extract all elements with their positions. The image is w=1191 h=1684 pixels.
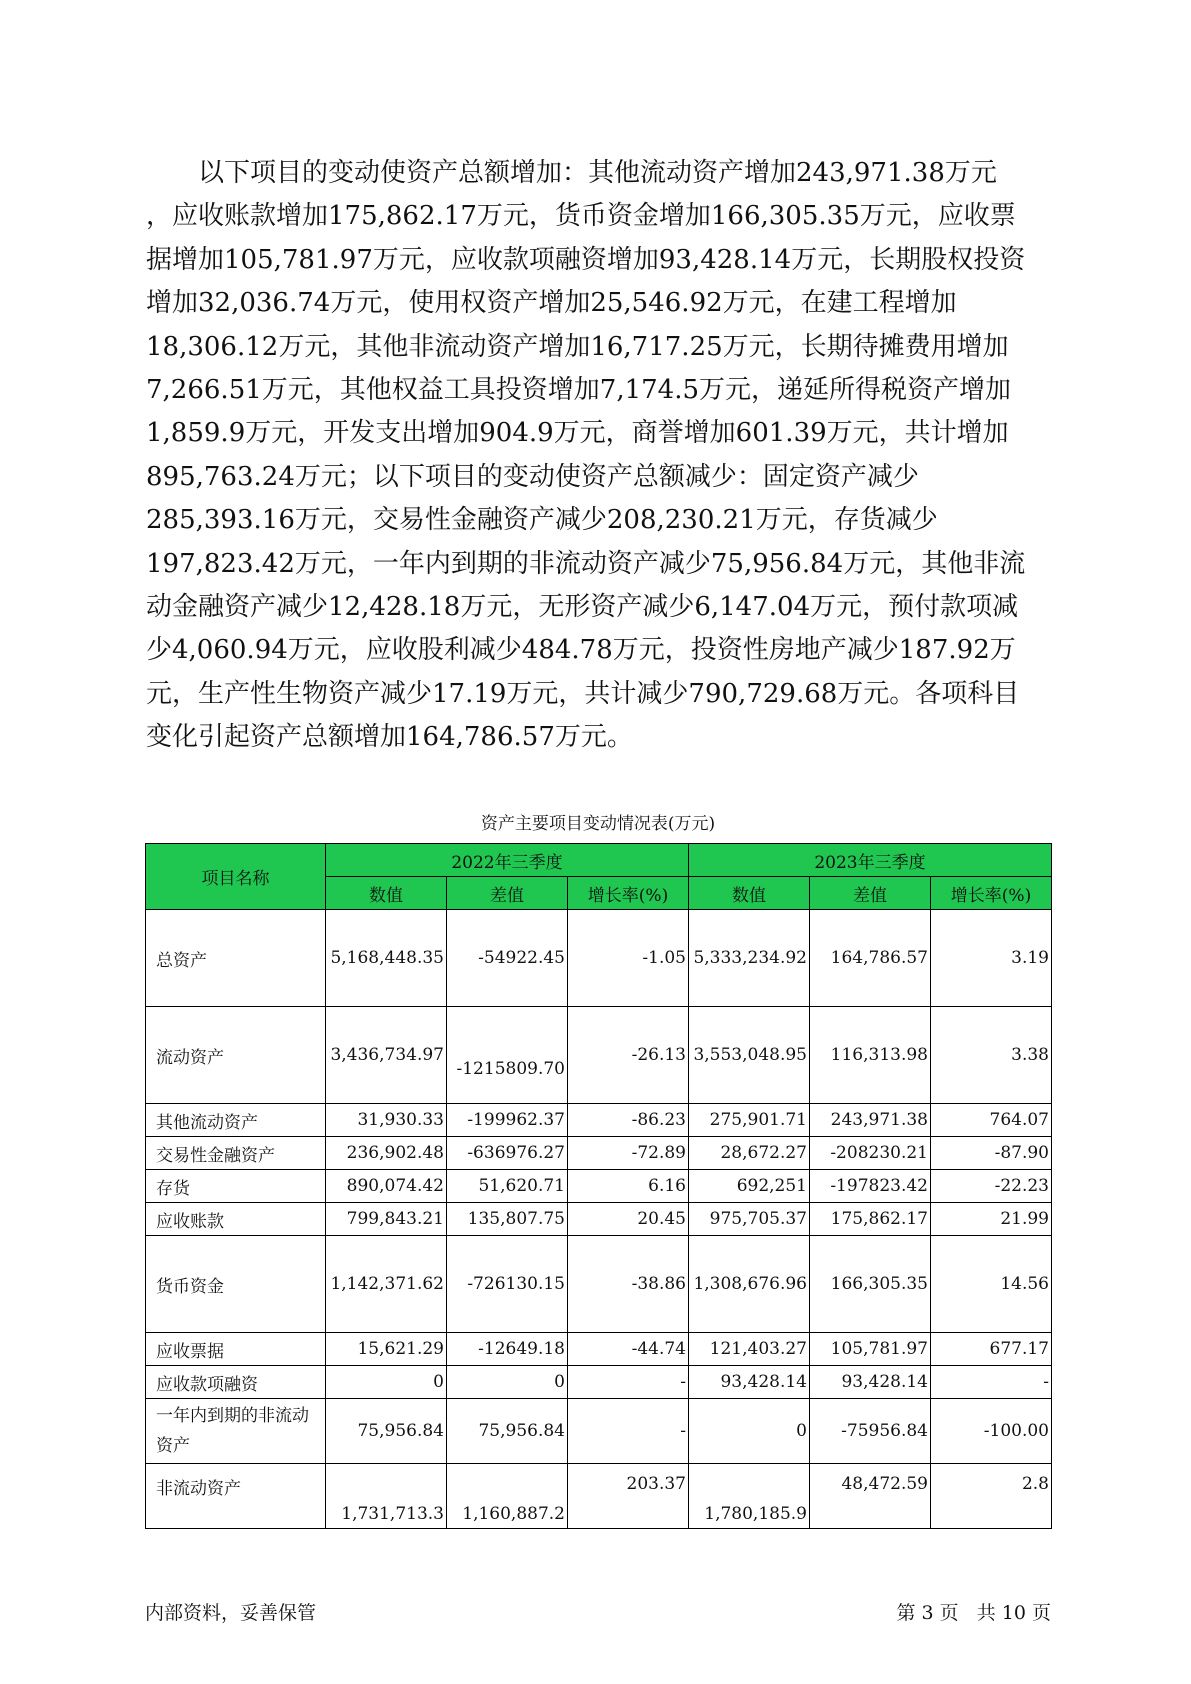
header-diff-2022: 差值 xyxy=(447,877,568,910)
cell-diff-2022: 1,160,887.2 xyxy=(447,1464,568,1529)
cell-diff-2022: -726130.15 xyxy=(447,1236,568,1333)
cell-diff-2023: 164,786.57 xyxy=(810,910,931,1007)
cell-value-2022: 799,843.21 xyxy=(326,1203,447,1236)
table-row xyxy=(146,1399,1052,1464)
cell-value-2022: 1,731,713.3 xyxy=(326,1464,447,1529)
cell-value-2022: 1,142,371.62 xyxy=(326,1236,447,1333)
paragraph-line: 285,393.16万元，交易性金融资产减少208,230.21万元，存货减少 xyxy=(146,505,938,536)
cell-diff-2022: 51,620.71 xyxy=(447,1170,568,1203)
cell-growth-2022: - xyxy=(568,1399,689,1464)
table-row xyxy=(146,1203,1052,1236)
cell-diff-2023: -208230.21 xyxy=(810,1137,931,1170)
paragraph-line: 895,763.24万元；以下项目的变动使资产总额减少：固定资产减少 xyxy=(146,461,919,492)
cell-value-2023: 692,251 xyxy=(689,1170,810,1203)
row-name: 其他流动资产 xyxy=(146,1104,326,1137)
table-row xyxy=(146,1333,1052,1366)
paragraph-line: 变化引起资产总额增加164,786.57万元。 xyxy=(146,722,633,753)
cell-value-2023: 93,428.14 xyxy=(689,1366,810,1399)
cell-value-2023: 1,780,185.9 xyxy=(689,1464,810,1529)
cell-growth-2023: 3.38 xyxy=(931,1007,1052,1104)
cell-diff-2023: 243,971.38 xyxy=(810,1104,931,1137)
body-paragraph xyxy=(146,152,1050,759)
header-diff-2023: 差值 xyxy=(810,877,931,910)
cell-diff-2022: -636976.27 xyxy=(447,1137,568,1170)
cell-diff-2022: -1215809.70 xyxy=(447,1007,568,1104)
row-name: 一年内到期的非流动资产 xyxy=(146,1399,326,1464)
cell-growth-2022: 203.37 xyxy=(568,1464,689,1529)
cell-diff-2023: 48,472.59 xyxy=(810,1464,931,1529)
header-value-2023: 数值 xyxy=(689,877,810,910)
cell-value-2023: 121,403.27 xyxy=(689,1333,810,1366)
cell-diff-2022: -199962.37 xyxy=(447,1104,568,1137)
cell-growth-2022: -72.89 xyxy=(568,1137,689,1170)
table-row xyxy=(146,1236,1052,1333)
table-row xyxy=(146,1137,1052,1170)
cell-growth-2022: -44.74 xyxy=(568,1333,689,1366)
cell-diff-2022: 75,956.84 xyxy=(447,1399,568,1464)
paragraph-line: 1,859.9万元，开发支出增加904.9万元，商誉增加601.39万元，共计增加 xyxy=(146,418,1009,449)
cell-growth-2023: 2.8 xyxy=(931,1464,1052,1529)
cell-diff-2023: 166,305.35 xyxy=(810,1236,931,1333)
header-growth-2022: 增长率(%) xyxy=(568,877,689,910)
cell-diff-2023: 116,313.98 xyxy=(810,1007,931,1104)
cell-value-2022: 15,621.29 xyxy=(326,1333,447,1366)
cell-growth-2022: 6.16 xyxy=(568,1170,689,1203)
cell-diff-2022: -12649.18 xyxy=(447,1333,568,1366)
row-name: 非流动资产 xyxy=(146,1464,326,1529)
cell-diff-2022: 135,807.75 xyxy=(447,1203,568,1236)
cell-value-2023: 275,901.71 xyxy=(689,1104,810,1137)
cell-growth-2023: -100.00 xyxy=(931,1399,1052,1464)
cell-growth-2023: - xyxy=(931,1366,1052,1399)
header-item-name: 项目名称 xyxy=(146,844,326,910)
cell-value-2023: 975,705.37 xyxy=(689,1203,810,1236)
asset-change-table xyxy=(145,843,1052,1529)
row-name: 应收款项融资 xyxy=(146,1366,326,1399)
cell-value-2022: 236,902.48 xyxy=(326,1137,447,1170)
cell-growth-2022: -26.13 xyxy=(568,1007,689,1104)
cell-growth-2022: -1.05 xyxy=(568,910,689,1007)
paragraph-line: 动金融资产减少12,428.18万元，无形资产减少6,147.04万元，预付款项减 xyxy=(146,591,1019,622)
row-name: 交易性金融资产 xyxy=(146,1137,326,1170)
cell-value-2023: 3,553,048.95 xyxy=(689,1007,810,1104)
cell-growth-2023: 14.56 xyxy=(931,1236,1052,1333)
cell-growth-2023: -22.23 xyxy=(931,1170,1052,1203)
row-name: 流动资产 xyxy=(146,1007,326,1104)
paragraph-line: 据增加105,781.97万元，应收款项融资增加93,428.14万元，长期股权投资 xyxy=(146,244,1026,275)
footer-confidential-note: 内部资料，妥善保管 xyxy=(145,1602,317,1624)
cell-growth-2022: -86.23 xyxy=(568,1104,689,1137)
cell-growth-2022: 20.45 xyxy=(568,1203,689,1236)
row-name: 应收账款 xyxy=(146,1203,326,1236)
table-row xyxy=(146,1104,1052,1137)
paragraph-line: 18,306.12万元，其他非流动资产增加16,717.25万元，长期待摊费用增加 xyxy=(146,331,1009,362)
paragraph-line: 7,266.51万元，其他权益工具投资增加7,174.5万元，递延所得税资产增加 xyxy=(146,374,1012,405)
table-row xyxy=(146,1007,1052,1104)
cell-value-2022: 890,074.42 xyxy=(326,1170,447,1203)
cell-growth-2023: -87.90 xyxy=(931,1137,1052,1170)
cell-growth-2023: 3.19 xyxy=(931,910,1052,1007)
cell-growth-2022: -38.86 xyxy=(568,1236,689,1333)
table-row xyxy=(146,1366,1052,1399)
cell-diff-2023: 93,428.14 xyxy=(810,1366,931,1399)
cell-growth-2023: 764.07 xyxy=(931,1104,1052,1137)
paragraph-line: 197,823.42万元，一年内到期的非流动资产减少75,956.84万元，其他非流 xyxy=(146,548,1026,579)
header-period-2022: 2022年三季度 xyxy=(326,844,689,877)
table-row xyxy=(146,910,1052,1007)
header-value-2022: 数值 xyxy=(326,877,447,910)
cell-value-2022: 5,168,448.35 xyxy=(326,910,447,1007)
paragraph-line: 以下项目的变动使资产总额增加：其他流动资产增加243,971.38万元 xyxy=(198,158,997,188)
paragraph-line: 增加32,036.74万元，使用权资产增加25,546.92万元，在建工程增加 xyxy=(146,288,957,319)
row-name: 存货 xyxy=(146,1170,326,1203)
cell-diff-2023: 175,862.17 xyxy=(810,1203,931,1236)
cell-value-2022: 31,930.33 xyxy=(326,1104,447,1137)
cell-value-2023: 0 xyxy=(689,1399,810,1464)
row-name: 应收票据 xyxy=(146,1333,326,1366)
paragraph-line: 元，生产性生物资产减少17.19万元，共计减少790,729.68万元。各项科目 xyxy=(146,678,1020,709)
paragraph-line: ，应收账款增加175,862.17万元，货币资金增加166,305.35万元，应收票 xyxy=(146,201,1016,232)
cell-value-2022: 3,436,734.97 xyxy=(326,1007,447,1104)
row-name: 货币资金 xyxy=(146,1236,326,1333)
cell-diff-2023: -75956.84 xyxy=(810,1399,931,1464)
table-caption: 资产主要项目变动情况表(万元) xyxy=(480,814,716,834)
cell-diff-2023: 105,781.97 xyxy=(810,1333,931,1366)
cell-growth-2023: 21.99 xyxy=(931,1203,1052,1236)
table-row xyxy=(146,1170,1052,1203)
cell-growth-2022: - xyxy=(568,1366,689,1399)
cell-value-2023: 5,333,234.92 xyxy=(689,910,810,1007)
cell-diff-2023: -197823.42 xyxy=(810,1170,931,1203)
header-period-2023: 2023年三季度 xyxy=(689,844,1052,877)
row-name: 总资产 xyxy=(146,910,326,1007)
cell-value-2023: 28,672.27 xyxy=(689,1137,810,1170)
cell-value-2022: 75,956.84 xyxy=(326,1399,447,1464)
cell-diff-2022: 0 xyxy=(447,1366,568,1399)
cell-value-2023: 1,308,676.96 xyxy=(689,1236,810,1333)
paragraph-line: 少4,060.94万元，应收股利减少484.78万元，投资性房地产减少187.92万 xyxy=(146,635,1016,666)
cell-value-2022: 0 xyxy=(326,1366,447,1399)
cell-diff-2022: -54922.45 xyxy=(447,910,568,1007)
cell-growth-2023: 677.17 xyxy=(931,1333,1052,1366)
table-row xyxy=(146,1464,1052,1529)
header-growth-2023: 增长率(%) xyxy=(931,877,1052,910)
footer-page-number: 第 3 页 共 10 页 xyxy=(896,1602,1051,1624)
